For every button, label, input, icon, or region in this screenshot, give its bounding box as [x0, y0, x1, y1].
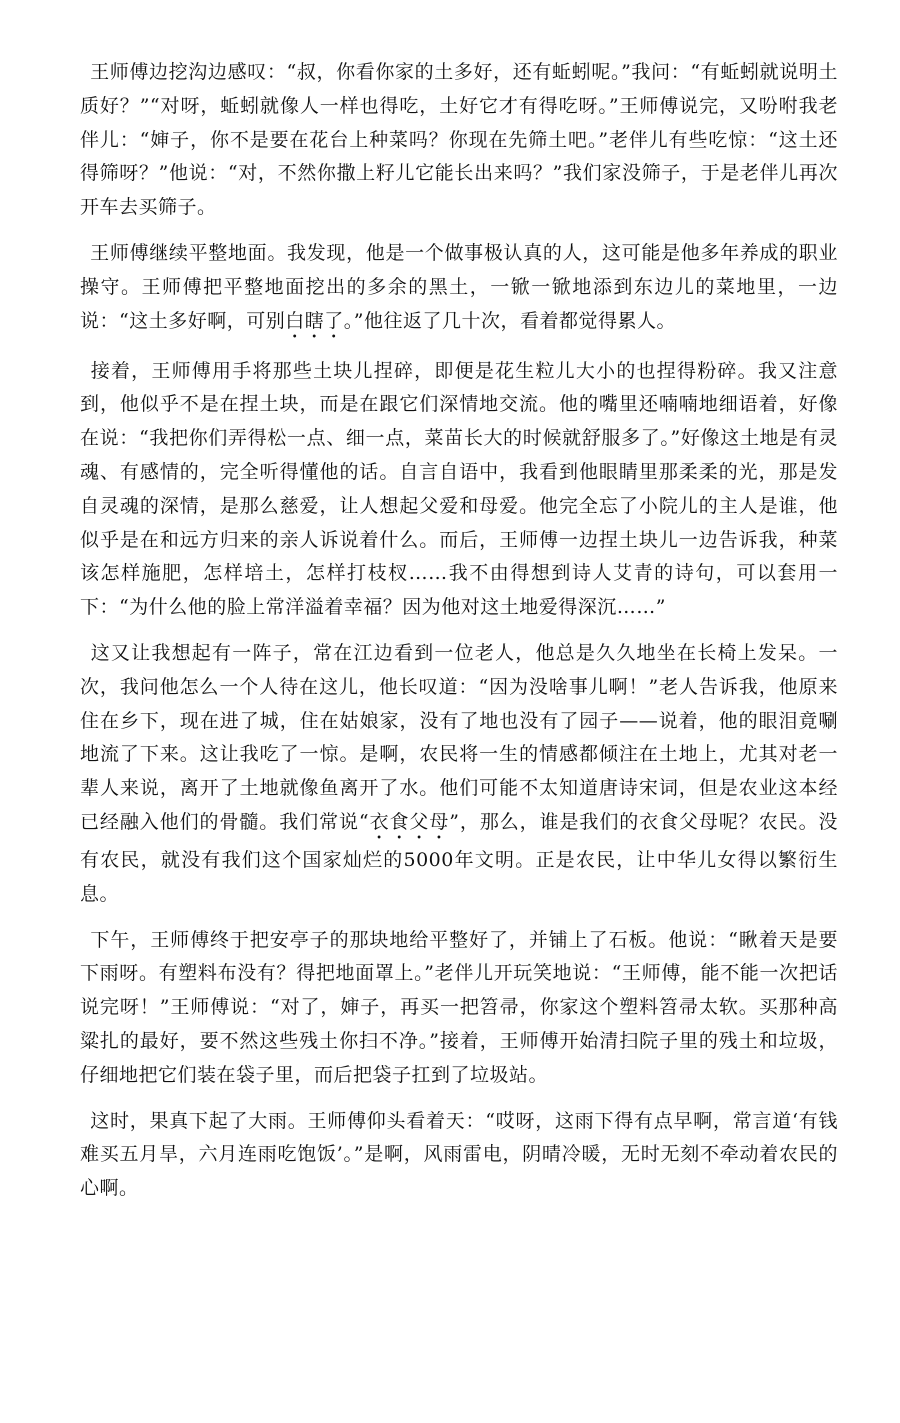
paragraph-4	[80, 637, 838, 912]
text-segment: 这又让我想起有一阵子，常在江边看到一位老人，他总是久久地坐在长椅上发呆。一次，我问他怎么一个人待在这儿，他长叹道：“因为没啥事儿啊！”老人告诉我，他原来住在乡下，现在进了城，住在姑娘家，没有了地也没有了园子——说着，他的眼泪竟唰地流了下来。这让我吃了一惊。是啊，农民将一生的情感都倾注在土地上，尤其对老一辈人来说，离开了土地就像鱼离开了水。他们可能不太知道唐诗宋词，但是农业这本经已经融入他们的骨髓。我们常说“	[80, 641, 838, 833]
text-segment: 接着，王师傅用手将那些土块儿捏碎，即便是花生粒儿大小的也捏得粉碎。我又注意到，他似乎不是在捏土块，而是在跟它们深情地交流。他的嘴里还喃喃地细语着，好像在说：“我把你们弄得松一点、细一点，菜苗长大的时候就舒服多了。”好像这土地是有灵魂、有感情的，完全听得懂他的话。自言自语中，我看到他眼睛里那柔柔的光，那是发自灵魂的深情，是那么慈爱，让人想起父爱和母爱。他完全忘了小院儿的主人是谁，他似乎是在和远方归来的亲人诉说着什么。而后，王师傅一边捏土块儿一边告诉我，种菜该怎样施肥，怎样培土，怎样打枝杈……我不由得想到诗人艾青的诗句，可以套用一下：“为什么他的脸上常洋溢着幸福？因为他对这土地爱得深沉……”	[80, 359, 838, 619]
paragraph-2	[80, 237, 838, 343]
paragraph-1	[80, 56, 838, 225]
emphasis-dotted-text: 衣食父母	[369, 810, 450, 833]
text-segment: 下午，王师傅终于把安亭子的那块地给平整好了，并铺上了石板。他说：“瞅着天是要下雨呀。有塑料布没有？得把地面罩上。”老伴儿开玩笑地说：“王师傅，能不能一次把话说完呀！”王师傅说：“对了，婶子，再买一把笤帚，你家这个塑料笤帚太软。买那种高粱扎的最好，要不然这些残土你扫不净。”接着，王师傅开始清扫院子里的残土和垃圾，仔细地把它们装在袋子里，而后把袋子扛到了垃圾站。	[80, 928, 838, 1086]
paragraph-5	[80, 924, 838, 1093]
text-segment: 王师傅继续平整地面。我发现，他是一个做事极认真的人，这可能是他多年养成的职业操守。王师傅把平整地面挖出的多余的黑土，一锨一锨地添到东边儿的菜地里，一边说：“这土多好啊，可别	[80, 241, 838, 332]
emphasis-dotted-text: 白瞎了	[285, 309, 344, 332]
paragraph-3	[80, 355, 838, 625]
paragraph-6	[80, 1105, 838, 1206]
text-segment: 这时，果真下起了大雨。王师傅仰头看着天：“哎呀，这雨下得有点早啊，常言道‘有钱难买五月旱，六月连雨吃饱饭’。”是啊，风雨雷电，阴晴冷暖，无时无刻不牵动着农民的心啊。	[80, 1109, 838, 1200]
text-segment: 。”他往返了几十次，看着都觉得累人。	[343, 309, 676, 332]
text-segment: 王师傅边挖沟边感叹：“叔，你看你家的土多好，还有蚯蚓呢。”我问：“有蚯蚓就说明土质好？”“对呀，蚯蚓就像人一样也得吃，土好它才有得吃呀。”王师傅说完，又吩咐我老伴儿：“婶子，你不是要在花台上种菜吗？你现在先筛土吧。”老伴儿有些吃惊：“这土还得筛呀？”他说：“对，不然你撒上籽儿它能长出来吗？”我们家没筛子，于是老伴儿再次开车去买筛子。	[80, 61, 838, 219]
text-segment: ”，那么，谁是我们的衣食父母呢？农民。没有农民，就没有我们这个国家灿烂的5000年文明。正是农民，让中华儿女得以繁衍生息。	[80, 810, 839, 905]
